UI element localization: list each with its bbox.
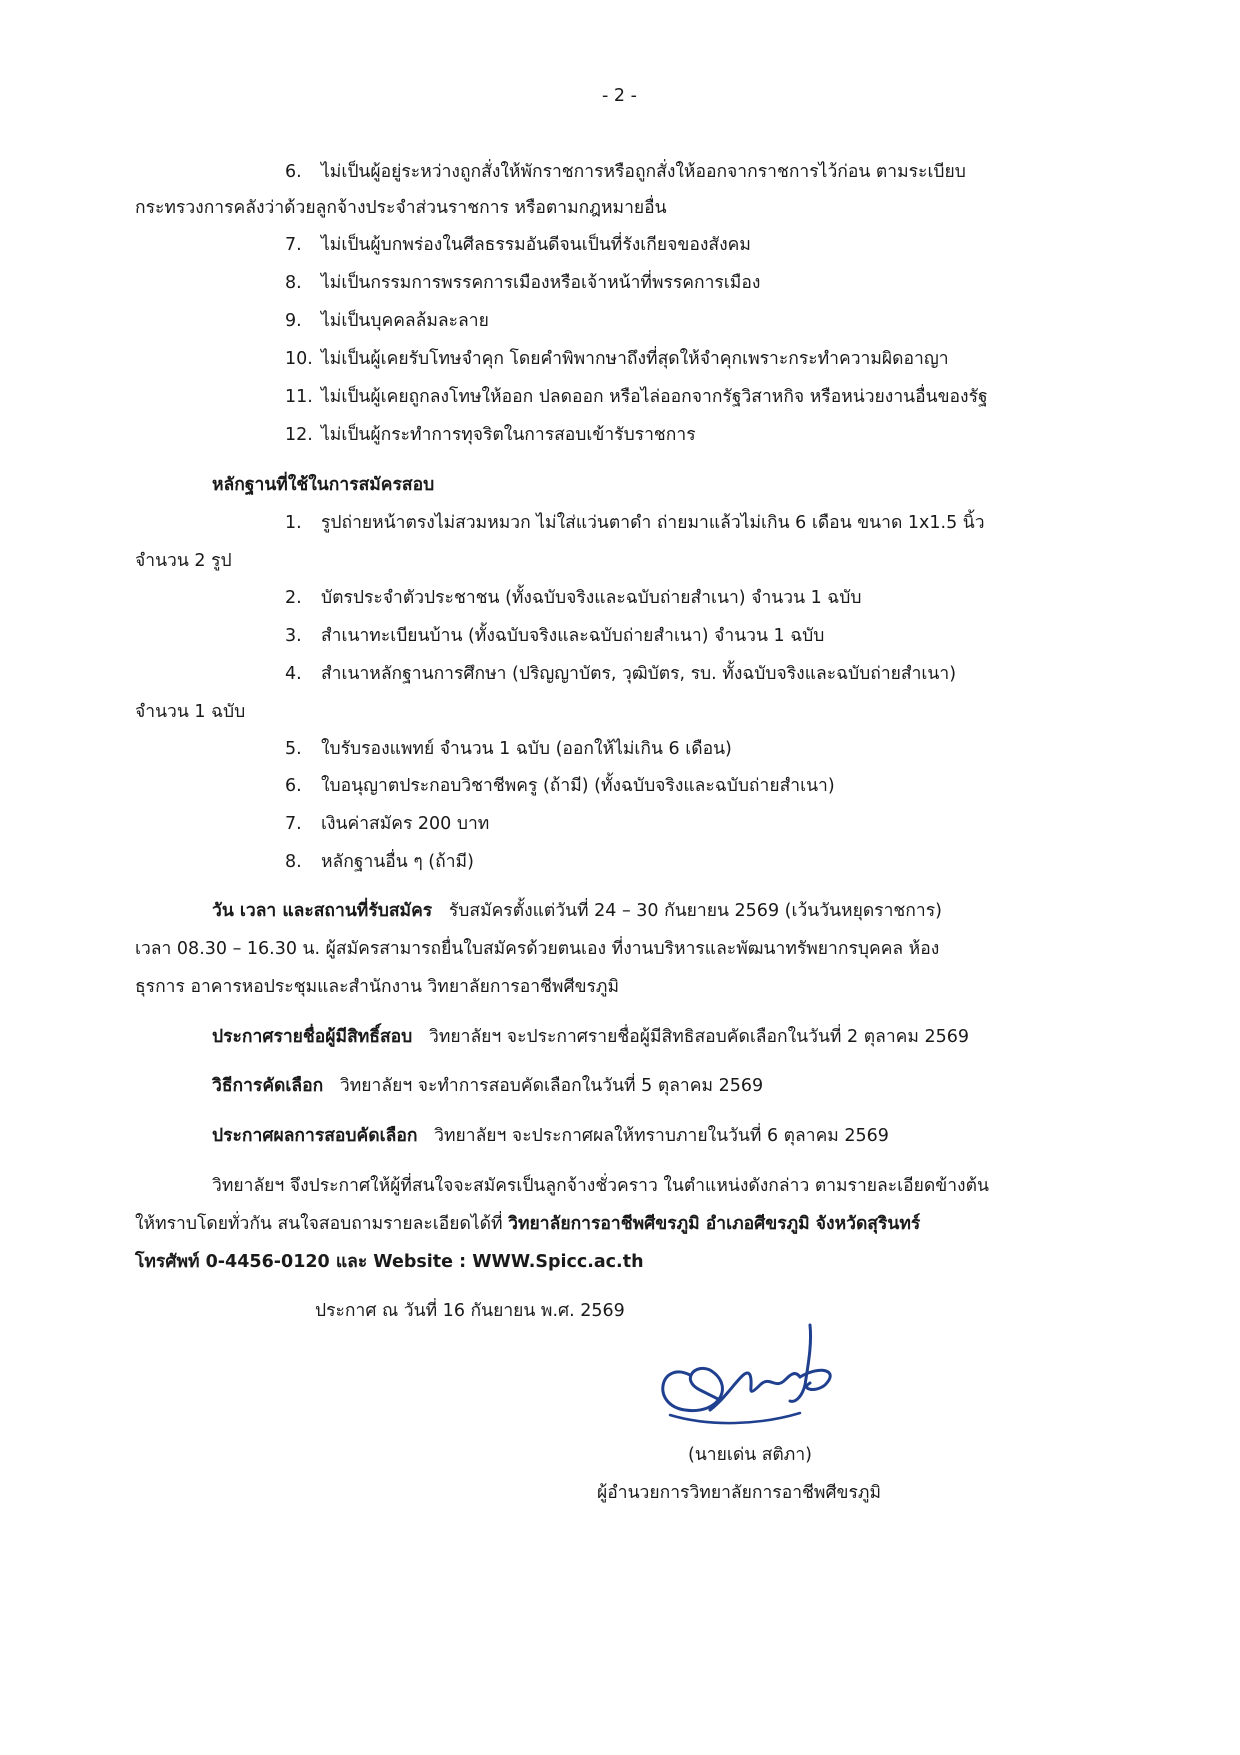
- handwritten-signature: [650, 1315, 880, 1445]
- evidence-heading: หลักฐานที่ใช้ในการสมัครสอบ: [212, 475, 435, 495]
- application-line3: ธุรการ อาคารหอประชุมและสำนักงาน วิทยาลัยการอาชีพศีขรภูมิ: [135, 977, 620, 997]
- selection-row: [212, 1078, 763, 1096]
- signer-name: (นายเด่น สติภา): [688, 1445, 812, 1465]
- qual-12-text: ไม่เป็นผู้กระทำการทุจริตในการสอบเข้ารับราชการ: [321, 425, 696, 445]
- closing-line3: โทรศัพท์ 0-4456-0120 และ Website : WWW.Spicc.ac.th: [135, 1252, 644, 1272]
- selection-text: วิทยาลัยฯ จะทำการสอบคัดเลือกในวันที่ 5 ตุลาคม 2569: [339, 1076, 764, 1096]
- closing-line2-bold: วิทยาลัยการอาชีพศีขรภูมิ อำเภอศีขรภูมิ จังหวัดสุรินทร์: [508, 1214, 921, 1234]
- page-number: - 2 -: [602, 86, 637, 106]
- qual-6-line1: ไม่เป็นผู้อยู่ระหว่างถูกสั่งให้พักราชการหรือถูกสั่งให้ออกจากราชการไว้ก่อน ตามระเบียบ: [321, 162, 966, 182]
- application-line1-wrap: [212, 903, 942, 921]
- results-row: [212, 1128, 889, 1146]
- qual-8-num: 8.: [285, 273, 302, 293]
- evidence-1-num: 1.: [285, 513, 302, 533]
- evidence-8-text: หลักฐานอื่น ๆ (ถ้ามี): [321, 852, 474, 872]
- qual-12-num: 12.: [285, 425, 313, 445]
- qual-9-text: ไม่เป็นบุคคลล้มละลาย: [321, 311, 489, 331]
- qual-6-num: 6.: [285, 162, 302, 182]
- evidence-3-text: สำเนาทะเบียนบ้าน (ทั้งฉบับจริงและฉบับถ่ายสำเนา) จำนวน 1 ฉบับ: [321, 626, 825, 646]
- evidence-3-num: 3.: [285, 626, 302, 646]
- application-line2: เวลา 08.30 – 16.30 น. ผู้สมัครสามารถยื่นใบสมัครด้วยตนเอง ที่งานบริหารและพัฒนาทรัพยากรบุคคล ห้อง: [135, 939, 940, 959]
- closing-line2: [135, 1216, 920, 1234]
- closing-line1: วิทยาลัยฯ จึงประกาศให้ผู้ที่สนใจจะสมัครเป็นลูกจ้างชั่วคราว ในตำแหน่งดังกล่าว ตามรายละเอียดข้างต้น: [212, 1176, 989, 1196]
- evidence-1-line1: รูปถ่ายหน้าตรงไม่สวมหมวก ไม่ใส่แว่นตาดำ ถ่ายมาแล้วไม่เกิน 6 เดือน ขนาด 1x1.5 นิ้ว: [321, 513, 985, 533]
- evidence-6-num: 6.: [285, 776, 302, 796]
- evidence-2-num: 2.: [285, 588, 302, 608]
- application-heading: วัน เวลา และสถานที่รับสมัคร: [212, 901, 433, 921]
- evidence-4-line2: จำนวน 1 ฉบับ: [135, 702, 246, 722]
- qual-10-num: 10.: [285, 349, 313, 369]
- qual-7-text: ไม่เป็นผู้บกพร่องในศีลธรรมอันดีจนเป็นที่รังเกียจของสังคม: [321, 235, 751, 255]
- evidence-8-num: 8.: [285, 852, 302, 872]
- results-text: วิทยาลัยฯ จะประกาศผลให้ทราบภายในวันที่ 6 ตุลาคม 2569: [434, 1126, 889, 1146]
- qual-10-text: ไม่เป็นผู้เคยรับโทษจำคุก โดยคำพิพากษาถึงที่สุดให้จำคุกเพราะกระทำความผิดอาญา: [321, 349, 949, 369]
- announced-date: ประกาศ ณ วันที่ 16 กันยายน พ.ศ. 2569: [315, 1301, 625, 1321]
- qual-7-num: 7.: [285, 235, 302, 255]
- evidence-6-text: ใบอนุญาตประกอบวิชาชีพครู (ถ้ามี) (ทั้งฉบับจริงและฉบับถ่ายสำเนา): [321, 776, 835, 796]
- evidence-5-num: 5.: [285, 739, 302, 759]
- signer-title: ผู้อำนวยการวิทยาลัยการอาชีพศีขรภูมิ: [597, 1483, 881, 1503]
- selection-heading: วิธีการคัดเลือก: [212, 1076, 324, 1096]
- qual-11-num: 11.: [285, 387, 313, 407]
- evidence-7-text: เงินค่าสมัคร 200 บาท: [321, 814, 490, 834]
- evidence-4-num: 4.: [285, 664, 302, 684]
- evidence-4-line1: สำเนาหลักฐานการศึกษา (ปริญญาบัตร, วุฒิบัตร, รบ. ทั้งฉบับจริงและฉบับถ่ายสำเนา): [321, 664, 957, 684]
- evidence-2-text: บัตรประจำตัวประชาชน (ทั้งฉบับจริงและฉบับถ่ายสำเนา) จำนวน 1 ฉบับ: [321, 588, 862, 608]
- eligible-list-row: [212, 1029, 969, 1047]
- evidence-1-line2: จำนวน 2 รูป: [135, 551, 232, 571]
- eligible-list-heading: ประกาศรายชื่อผู้มีสิทธิ์สอบ: [212, 1027, 413, 1047]
- qual-11-text: ไม่เป็นผู้เคยถูกลงโทษให้ออก ปลดออก หรือไล่ออกจากรัฐวิสาหกิจ หรือหน่วยงานอื่นของรัฐ: [321, 387, 988, 407]
- evidence-7-num: 7.: [285, 814, 302, 834]
- qual-8-text: ไม่เป็นกรรมการพรรคการเมืองหรือเจ้าหน้าที่พรรคการเมือง: [321, 273, 761, 293]
- evidence-5-text: ใบรับรองแพทย์ จำนวน 1 ฉบับ (ออกให้ไม่เกิน 6 เดือน): [321, 739, 732, 759]
- results-heading: ประกาศผลการสอบคัดเลือก: [212, 1126, 418, 1146]
- eligible-list-text: วิทยาลัยฯ จะประกาศรายชื่อผู้มีสิทธิสอบคัดเลือกในวันที่ 2 ตุลาคม 2569: [429, 1027, 969, 1047]
- qual-9-num: 9.: [285, 311, 302, 331]
- closing-line2-normal: ให้ทราบโดยทั่วกัน สนใจสอบถามรายละเอียดได้ที่: [135, 1214, 503, 1234]
- qual-6-line2: กระทรวงการคลังว่าด้วยลูกจ้างประจำส่วนราชการ หรือตามกฎหมายอื่น: [135, 198, 667, 218]
- application-line1: รับสมัครตั้งแต่วันที่ 24 – 30 กันยายน 2569 (เว้นวันหยุดราชการ): [448, 901, 942, 921]
